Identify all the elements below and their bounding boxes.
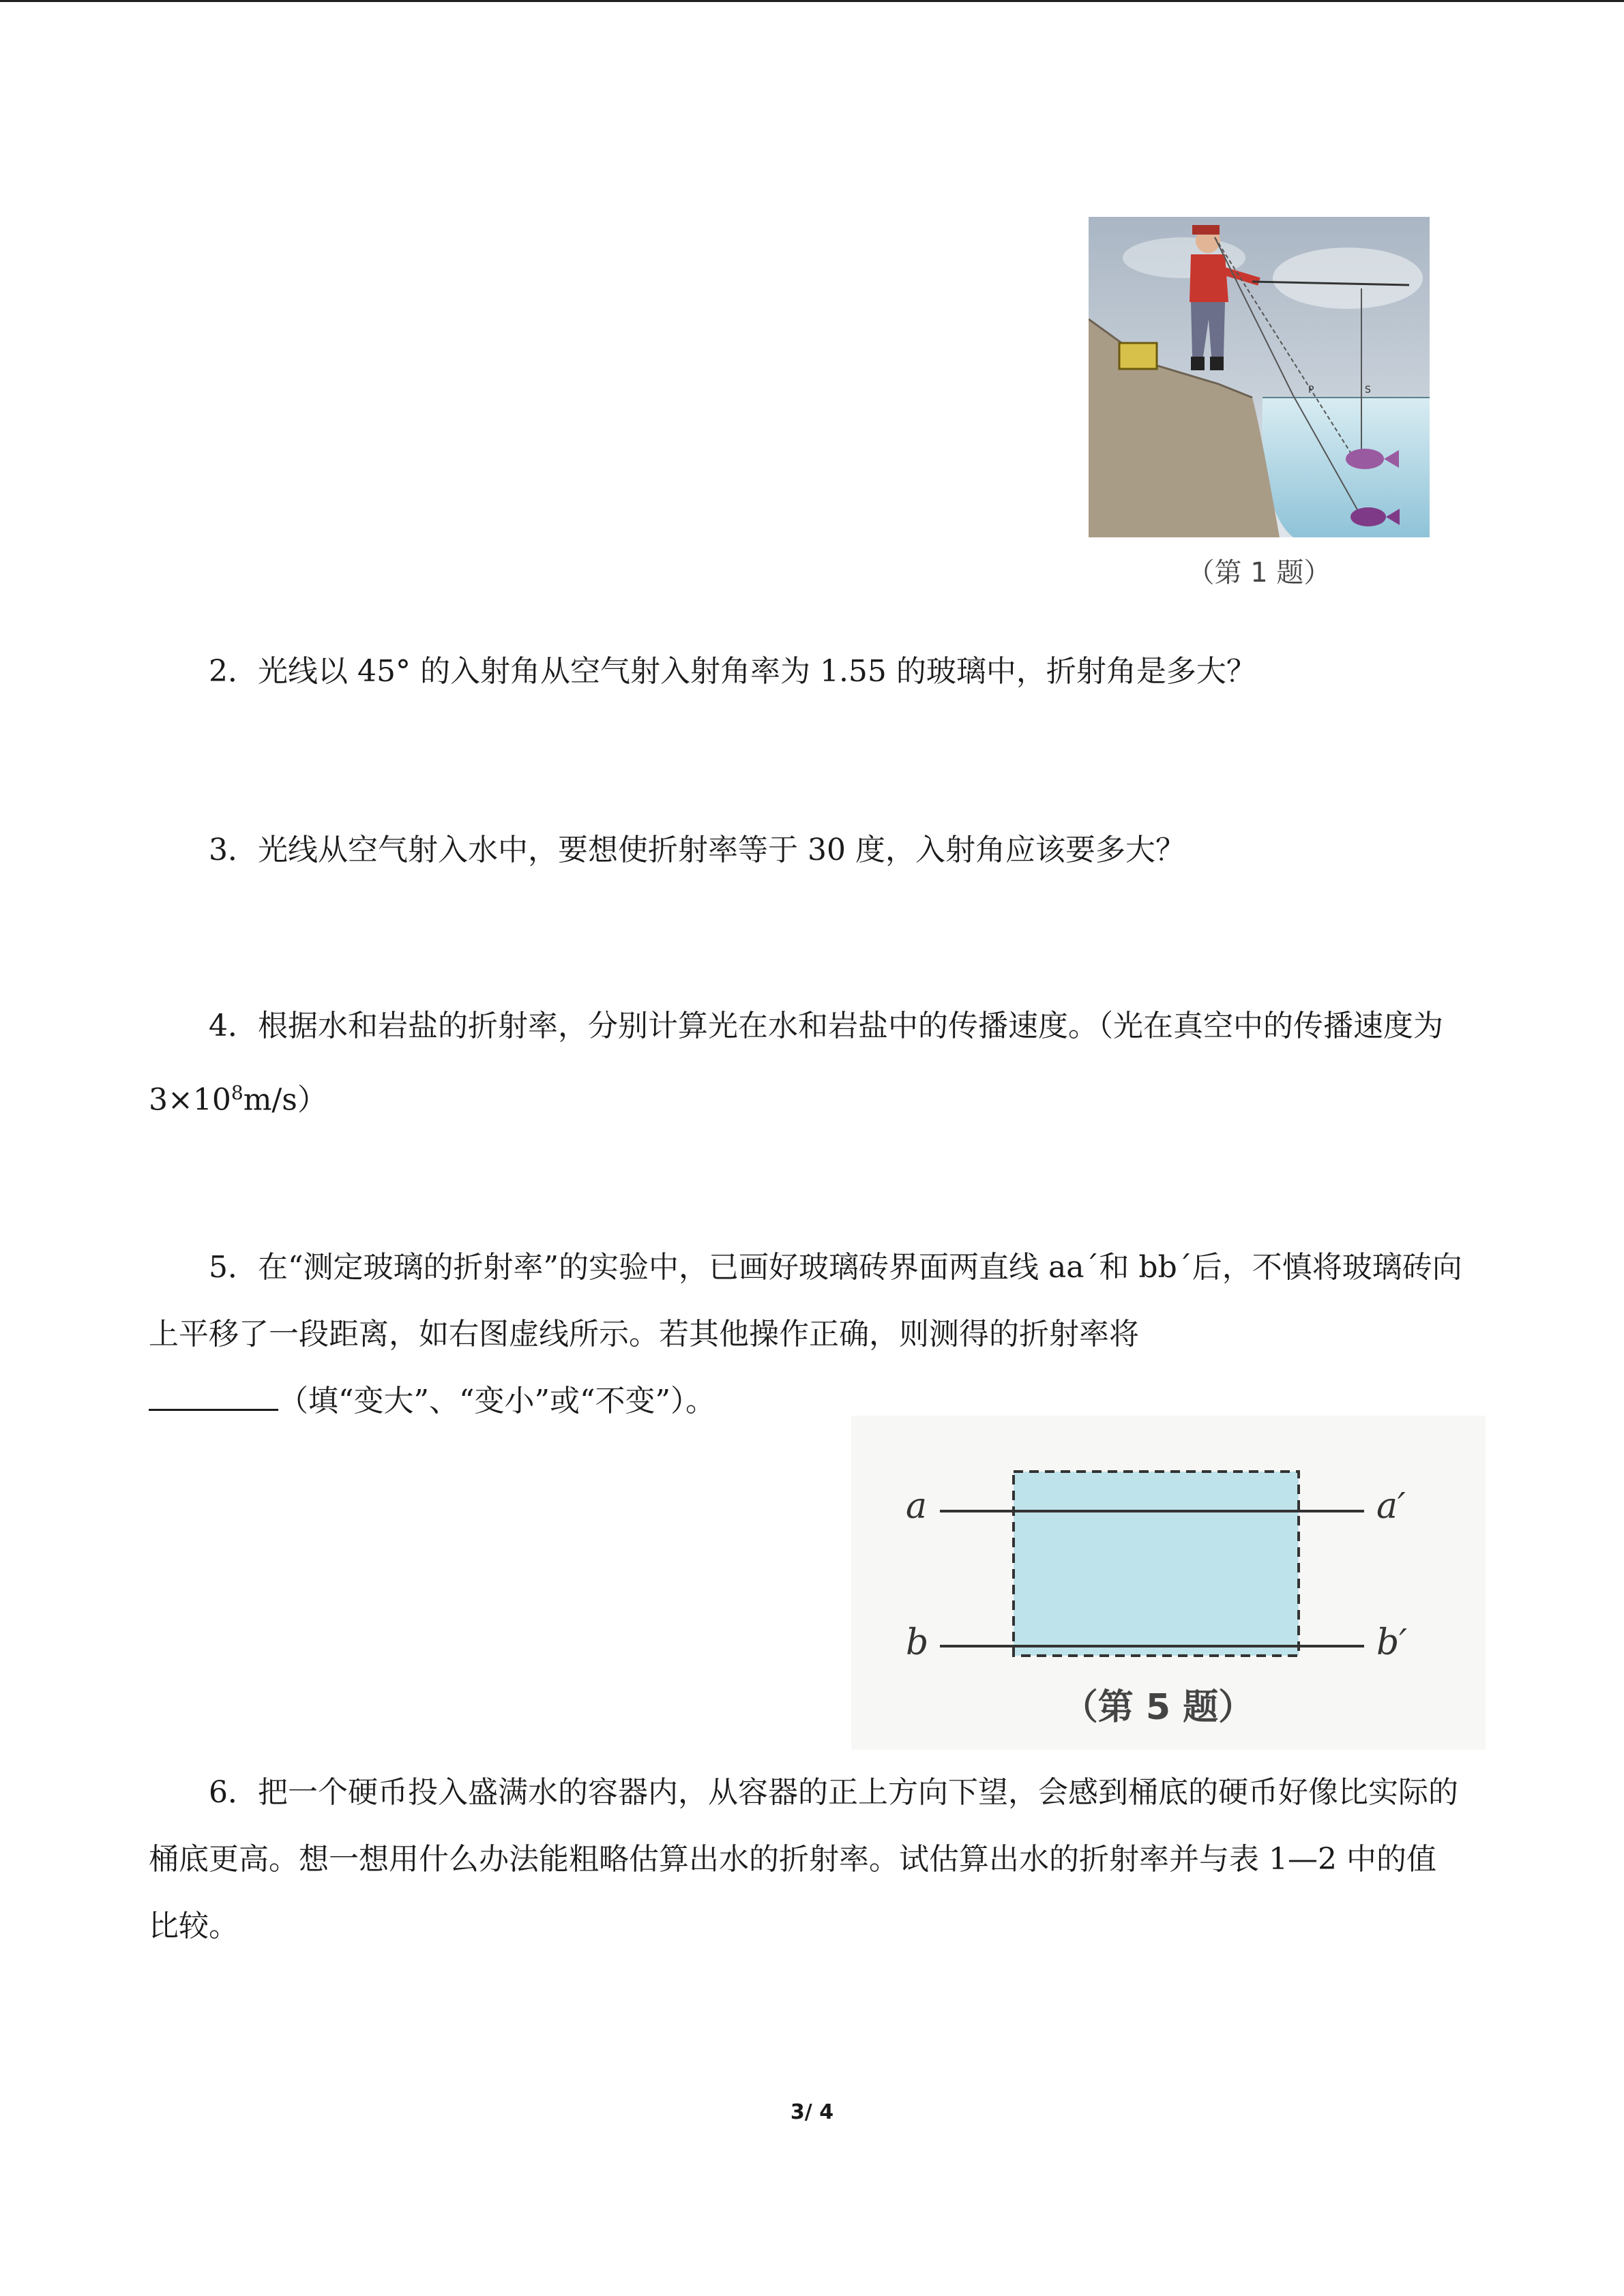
- fisherman-illustration-icon: [1089, 217, 1430, 537]
- question-text: 把一个硬币投入盛满水的容器内，从容器的正上方向下望，会感到桶底的硬币好像比实际的桶底更高。想一想用什么办法能粗略估算出水的折射率。试估算出水的折射率并与表 1—2 中的值比较。: [149, 1775, 1458, 1943]
- label-b: b: [906, 1622, 929, 1663]
- exponent: 8: [231, 1082, 243, 1104]
- question-number: 2．: [209, 654, 258, 689]
- figure-5: [851, 1416, 1486, 1750]
- figure-1: [1089, 217, 1430, 599]
- label-a: a: [906, 1486, 928, 1527]
- answer-blank[interactable]: [149, 1382, 278, 1411]
- point-label-p: P: [1308, 385, 1314, 396]
- question-number: 6．: [209, 1775, 258, 1810]
- figure-1-caption: （第 1 题）: [1187, 557, 1331, 588]
- point-label-s: S: [1365, 385, 1371, 396]
- question-5: [149, 1234, 1465, 1435]
- label-b-prime: b′: [1376, 1622, 1408, 1663]
- question-6: [149, 1759, 1465, 1960]
- page-number: 3/ 4: [790, 2100, 834, 2124]
- figure-5-caption: （第 5 题）: [1062, 1687, 1254, 1728]
- question-text-tail: （填“变大”、“变小”或“不变”）。: [278, 1384, 715, 1418]
- question-text-tail: m/s）: [243, 1082, 327, 1118]
- question-number: 5．: [209, 1250, 258, 1285]
- label-a-prime: a′: [1376, 1486, 1406, 1527]
- question-text: 在“测定玻璃的折射率”的实验中，已画好玻璃砖界面两直线 aa´和 bb´后，不慎将玻璃砖向上平移了一段距离，如右图虚线所示。若其他操作正确，则测得的折射率将: [149, 1250, 1462, 1352]
- top-border-line: [0, 0, 1624, 2]
- question-text: 根据水和岩盐的折射率，分别计算光在水和岩盐中的传播速度。（光在真空中的传播速度为 3×10: [149, 1009, 1443, 1118]
- question-text: 光线以 45° 的入射角从空气射入射角率为 1.55 的玻璃中，折射角是多大？: [258, 654, 1256, 689]
- question-text: 光线从空气射入水中，要想使折射率等于 30 度，入射角应该要多大？: [258, 833, 1185, 867]
- glass-brick-shape: [1014, 1472, 1299, 1656]
- question-3: [149, 817, 1465, 884]
- question-4: [149, 993, 1465, 1134]
- question-number: 3．: [209, 833, 258, 867]
- question-2: [149, 638, 1465, 705]
- question-number: 4．: [209, 1009, 258, 1043]
